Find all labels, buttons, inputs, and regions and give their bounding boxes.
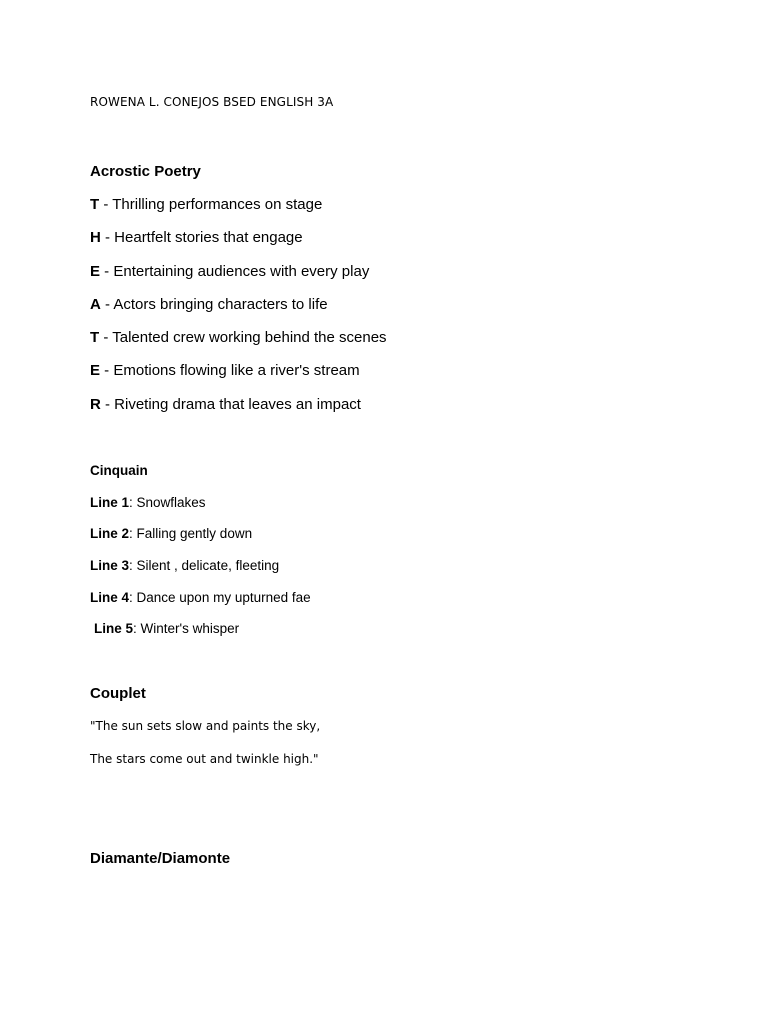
acrostic-line	[90, 329, 387, 346]
cinquain-line	[90, 558, 279, 573]
couplet-line: "The sun sets slow and paints the sky,	[90, 719, 321, 733]
acrostic-line	[90, 296, 328, 313]
acrostic-letter: T	[90, 329, 100, 346]
cinquain-text: : Snowflakes	[129, 495, 206, 510]
acrostic-line	[90, 229, 303, 246]
diamante-heading: Diamante/Diamonte	[90, 850, 231, 867]
acrostic-text: - Riveting drama that leaves an impact	[100, 396, 361, 413]
author-line: ROWENA L. CONEJOS BSED ENGLISH 3A	[90, 95, 334, 109]
cinquain-text: : Winter's whisper	[133, 621, 240, 636]
cinquain-text: : Silent , delicate, fleeting	[129, 558, 280, 573]
cinquain-line	[90, 526, 252, 541]
cinquain-label: Line 3	[90, 558, 130, 573]
acrostic-line	[90, 196, 322, 213]
cinquain-label: Line 4	[90, 590, 130, 605]
cinquain-line	[90, 495, 206, 510]
couplet-heading: Couplet	[90, 685, 146, 702]
acrostic-letter: R	[90, 396, 101, 413]
acrostic-text: - Entertaining audiences with every play	[100, 263, 370, 280]
acrostic-letter: H	[90, 229, 101, 246]
acrostic-text: - Talented crew working behind the scenes	[99, 329, 387, 346]
acrostic-text: - Thrilling performances on stage	[99, 196, 323, 213]
cinquain-heading: Cinquain	[90, 463, 148, 478]
acrostic-letter: E	[90, 263, 101, 280]
acrostic-line	[90, 263, 369, 280]
cinquain-label: Line 2	[90, 526, 130, 541]
cinquain-line	[90, 590, 311, 605]
acrostic-letter: E	[90, 362, 101, 379]
acrostic-letter: T	[90, 196, 100, 213]
cinquain-line	[94, 621, 239, 636]
cinquain-label: Line 5	[94, 621, 134, 636]
cinquain-label: Line 1	[90, 495, 130, 510]
cinquain-text: : Falling gently down	[129, 526, 253, 541]
acrostic-line	[90, 362, 360, 379]
acrostic-text: - Heartfelt stories that engage	[100, 229, 303, 246]
acrostic-heading: Acrostic Poetry	[90, 163, 201, 180]
acrostic-text: - Actors bringing characters to life	[100, 296, 328, 313]
acrostic-text: - Emotions flowing like a river's stream	[100, 362, 360, 379]
acrostic-line	[90, 396, 361, 413]
acrostic-letter: A	[90, 296, 101, 313]
cinquain-text: : Dance upon my upturned fae	[129, 590, 311, 605]
couplet-line: The stars come out and twinkle high."	[90, 752, 319, 766]
